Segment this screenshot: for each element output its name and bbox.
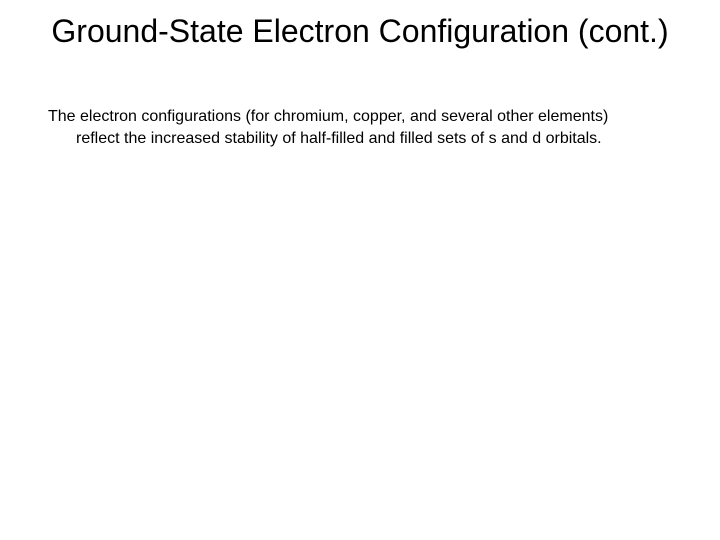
slide-title: Ground-State Electron Configuration (cont.) xyxy=(51,13,669,49)
slide-body-paragraph: The electron configurations (for chromium, copper, and several other elements) reflect the increased stability of half-filled and filled sets of s and d orbitals. xyxy=(48,108,609,147)
